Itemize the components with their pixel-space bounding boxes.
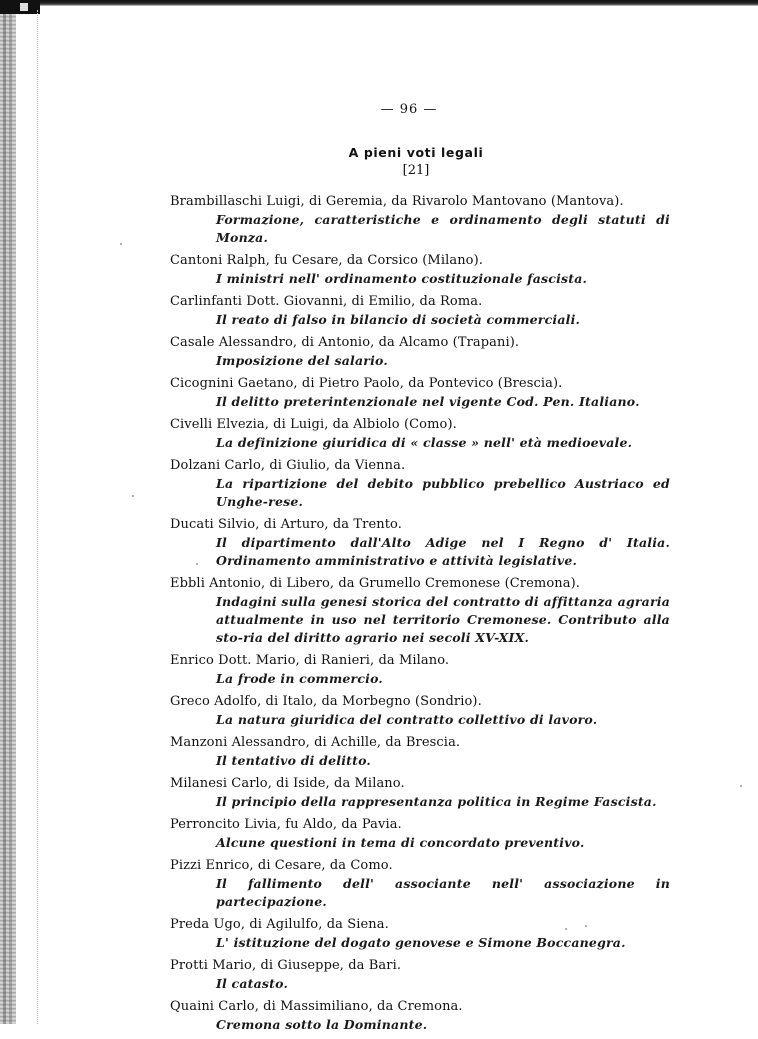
scan-speck xyxy=(565,928,567,930)
list-item xyxy=(170,416,670,452)
scan-top-edge xyxy=(0,0,758,6)
list-item xyxy=(170,998,670,1034)
list-item xyxy=(170,293,670,329)
thesis-title: Il dipartimento dall'Alto Adige nel I Regno d' Italia. Ordinamento amministrativo e attività legislative. xyxy=(216,535,670,568)
author-line: Manzoni Alessandro, di Achille, da Brescia. xyxy=(170,735,461,750)
scan-speck xyxy=(196,563,198,565)
scan-speck xyxy=(132,495,134,497)
section-title: A pieni voti legali xyxy=(348,145,484,160)
thesis-title: Il tentativo di delitto. xyxy=(216,753,371,768)
thesis-title: Cremona sotto la Dominante. xyxy=(216,1017,428,1032)
author-line: Cicognini Gaetano, di Pietro Paolo, da Pontevico (Brescia). xyxy=(170,376,563,391)
author-line: Civelli Elvezia, di Luigi, da Albiolo (Como). xyxy=(170,417,457,432)
list-item xyxy=(170,816,670,852)
page-number: — 96 — xyxy=(380,102,438,117)
scan-speck xyxy=(740,785,742,787)
list-item xyxy=(170,334,670,370)
author-line: Enrico Dott. Mario, di Ranieri, da Milano. xyxy=(170,653,450,668)
list-item xyxy=(170,457,670,511)
thesis-list xyxy=(170,193,670,1039)
thesis-title: Imposizione del salario. xyxy=(216,353,388,368)
author-line: Pizzi Enrico, di Cesare, da Como. xyxy=(170,858,393,873)
list-item xyxy=(170,775,670,811)
thesis-title: Il reato di falso in bilancio di società commerciali. xyxy=(216,312,581,327)
author-line: Cantoni Ralph, fu Cesare, da Corsico (Milano). xyxy=(170,253,484,268)
thesis-title: Il principio della rappresentanza politica in Regime Fascista. xyxy=(216,794,657,809)
section-count: [21] xyxy=(402,163,430,178)
author-line: Casale Alessandro, di Antonio, da Alcamo (Trapani). xyxy=(170,335,520,350)
scan-speck xyxy=(120,243,122,245)
list-item xyxy=(170,957,670,993)
author-line: Perroncito Livia, fu Aldo, da Pavia. xyxy=(170,817,402,832)
author-line: Greco Adolfo, di Italo, da Morbegno (Sondrio). xyxy=(170,694,482,709)
author-line: Ducati Silvio, di Arturo, da Trento. xyxy=(170,517,402,532)
author-line: Brambillaschi Luigi, di Geremia, da Rivarolo Mantovano (Mantova). xyxy=(170,194,624,209)
thesis-title: Formazione, caratteristiche e ordinamento degli statuti di Monza. xyxy=(216,212,670,245)
list-item xyxy=(170,375,670,411)
list-item xyxy=(170,652,670,688)
thesis-title: La ripartizione del debito pubblico prebellico Austriaco ed Unghe-rese. xyxy=(216,476,670,509)
thesis-title: I ministri nell' ordinamento costituzionale fascista. xyxy=(216,271,588,286)
author-line: Dolzani Carlo, di Giulio, da Vienna. xyxy=(170,458,406,473)
scan-speck xyxy=(585,925,587,927)
scan-corner-highlight xyxy=(20,3,28,11)
thesis-title: La frode in commercio. xyxy=(216,671,383,686)
author-line: Preda Ugo, di Agilulfo, da Siena. xyxy=(170,917,389,932)
list-item xyxy=(170,916,670,952)
author-line: Quaini Carlo, di Massimiliano, da Cremona. xyxy=(170,999,463,1014)
thesis-title: Il delitto preterintenzionale nel vigente Cod. Pen. Italiano. xyxy=(216,394,640,409)
list-item xyxy=(170,857,670,911)
thesis-title: L' istituzione del dogato genovese e Simone Boccanegra. xyxy=(216,935,626,950)
list-item xyxy=(170,252,670,288)
thesis-title: La natura giuridica del contratto collettivo di lavoro. xyxy=(216,712,598,727)
author-line: Carlinfanti Dott. Giovanni, di Emilio, da Roma. xyxy=(170,294,483,309)
author-line: Milanesi Carlo, di Iside, da Milano. xyxy=(170,776,405,791)
list-item xyxy=(170,693,670,729)
thesis-title: Indagini sulla genesi storica del contratto di affittanza agraria attualmente in uso nel territorio Cremonese. Contributo alla sto-ria del diritto agrario nei secoli XV-XIX. xyxy=(216,594,670,645)
list-item xyxy=(170,193,670,247)
list-item xyxy=(170,734,670,770)
author-line: Ebbli Antonio, di Libero, da Grumello Cremonese (Cremona). xyxy=(170,576,580,591)
thesis-title: La definizione giuridica di « classe » nell' età medioevale. xyxy=(216,435,633,450)
list-item xyxy=(170,516,670,570)
author-line: Protti Mario, di Giuseppe, da Bari. xyxy=(170,958,402,973)
thesis-title: Il catasto. xyxy=(216,976,289,991)
thesis-title: Alcune questioni in tema di concordato preventivo. xyxy=(216,835,585,850)
list-item xyxy=(170,575,670,647)
thesis-title: Il fallimento dell' associante nell' associazione in partecipazione. xyxy=(216,876,670,909)
